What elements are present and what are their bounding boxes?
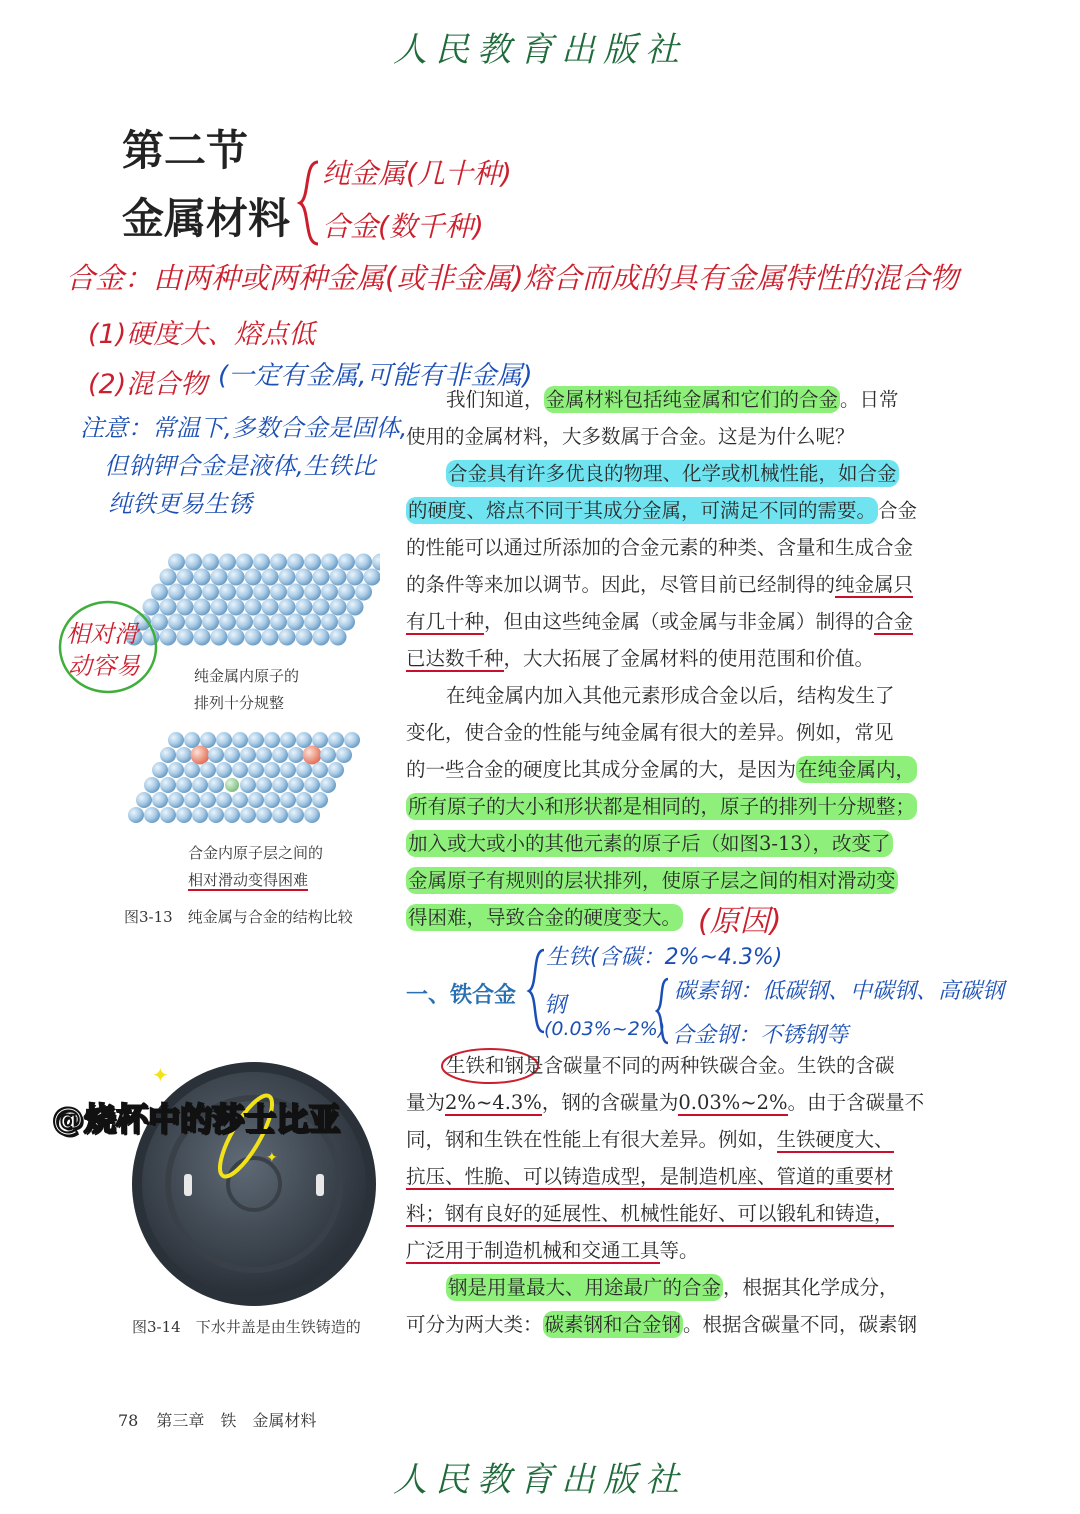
note-slide-easy-1: 相对滑 bbox=[66, 620, 138, 648]
note-alloy-steel: 合金钢：不锈钢等 bbox=[672, 1023, 849, 1048]
atom bbox=[177, 629, 194, 646]
atom bbox=[248, 762, 264, 778]
atom bbox=[312, 762, 328, 778]
atom bbox=[303, 746, 322, 765]
atom bbox=[240, 777, 256, 793]
paragraph-3-line-4: 所有原子的大小和形状都是相同的，原子的排列十分规整； bbox=[408, 795, 916, 818]
note-alloy-definition: 合金：由两种或两种金属(或非金属)熔合而成的具有金属特性的混合物 bbox=[66, 261, 959, 295]
atom bbox=[347, 599, 364, 616]
atom bbox=[248, 792, 264, 808]
atom bbox=[270, 614, 287, 631]
atom bbox=[262, 629, 279, 646]
alloy-lattice-image bbox=[122, 730, 362, 830]
note-slide-easy-2: 动容易 bbox=[68, 652, 140, 680]
alloy-caption-1: 合金内原子层之间的 bbox=[188, 844, 324, 862]
atom bbox=[262, 569, 279, 586]
atom bbox=[279, 599, 296, 616]
atom bbox=[240, 747, 256, 763]
atom bbox=[256, 777, 272, 793]
atom bbox=[313, 599, 330, 616]
atom bbox=[245, 629, 262, 646]
atom bbox=[253, 614, 270, 631]
atom bbox=[216, 792, 232, 808]
atom bbox=[328, 732, 344, 748]
atom bbox=[184, 792, 200, 808]
atom bbox=[280, 792, 296, 808]
alloy-caption-2: 相对滑动变得困难 bbox=[188, 871, 309, 889]
atom bbox=[192, 777, 208, 793]
atom bbox=[338, 614, 355, 631]
atom bbox=[344, 732, 360, 748]
red-brace-icon bbox=[296, 158, 324, 248]
note-carbon-steel: 碳素钢：低碳钢、中碳钢、高碳钢 bbox=[674, 979, 1005, 1004]
atom bbox=[194, 599, 211, 616]
atom bbox=[200, 792, 216, 808]
atom bbox=[160, 569, 177, 586]
atom bbox=[228, 629, 245, 646]
atom bbox=[202, 554, 219, 571]
atom bbox=[245, 599, 262, 616]
atom bbox=[176, 807, 192, 823]
note-caution-3: 纯铁更易生锈 bbox=[108, 490, 252, 518]
paragraph-5-line-2: 可分为两大类： 碳素钢和合金钢 。根据含碳量不同，碳素钢 bbox=[406, 1313, 918, 1336]
atom bbox=[321, 614, 338, 631]
atom bbox=[168, 584, 185, 601]
paragraph-1-line-1: 我们知道， 金属材料包括纯金属和它们的合金 。日常 bbox=[446, 388, 899, 411]
pure-metal-caption-1: 纯金属内原子的 bbox=[194, 667, 300, 685]
paragraph-4-line-6: 广泛用于制造机械和交通工具等。 bbox=[406, 1239, 699, 1262]
atom bbox=[136, 792, 152, 808]
atom bbox=[216, 732, 232, 748]
atom bbox=[219, 614, 236, 631]
atom bbox=[200, 732, 216, 748]
paragraph-3-line-6: 金属原子有规则的层状排列，使原子层之间的相对滑动变 bbox=[408, 869, 896, 892]
atom bbox=[262, 599, 279, 616]
atom bbox=[280, 762, 296, 778]
paragraph-2-line-5: 有几十种，但由这些纯金属（或金属与非金属）制得的合金 bbox=[406, 610, 914, 633]
atom bbox=[270, 554, 287, 571]
atom bbox=[177, 569, 194, 586]
watermark-text: @烧杯中的莎士比亚 bbox=[52, 1100, 341, 1138]
paragraph-5-line-1: 钢是用量最大、用途最广的合金 ，根据其化学成分， bbox=[448, 1276, 899, 1299]
chapter-title: 第三章 铁 金属材料 bbox=[156, 1411, 317, 1430]
atom bbox=[264, 792, 280, 808]
note-point-2: (2)混合物 bbox=[88, 369, 208, 400]
atom bbox=[288, 747, 304, 763]
atom bbox=[288, 777, 304, 793]
atom bbox=[321, 554, 338, 571]
paragraph-4-line-2: 量为2%~4.3%，钢的含碳量为0.03%~2%。由于含碳量不 bbox=[406, 1091, 925, 1114]
atom bbox=[224, 747, 240, 763]
atom bbox=[304, 614, 321, 631]
atom bbox=[287, 614, 304, 631]
atom bbox=[320, 777, 336, 793]
atom bbox=[280, 732, 296, 748]
atom bbox=[304, 554, 321, 571]
atom bbox=[191, 746, 210, 765]
atom bbox=[328, 762, 344, 778]
atom bbox=[313, 569, 330, 586]
atom bbox=[232, 792, 248, 808]
atom bbox=[211, 599, 228, 616]
paragraph-3-line-1: 在纯金属内加入其他元素形成合金以后，结构发生了 bbox=[446, 684, 895, 707]
atom bbox=[192, 807, 208, 823]
atom bbox=[296, 599, 313, 616]
paragraph-4-line-1: 生铁和钢是含碳量不同的两种铁碳合金。生铁的含碳 bbox=[446, 1054, 895, 1077]
atom bbox=[248, 732, 264, 748]
section-title: 金属材料 bbox=[122, 194, 291, 243]
atom bbox=[168, 614, 185, 631]
page-number: 78 bbox=[118, 1411, 139, 1430]
atom bbox=[330, 629, 347, 646]
paragraph-1-line-2: 使用的金属材料，大多数属于合金。这是为什么呢？ bbox=[406, 425, 855, 448]
atom bbox=[264, 762, 280, 778]
atom bbox=[304, 777, 320, 793]
atom bbox=[160, 807, 176, 823]
figure-3-13-caption: 图3-13 纯金属与合金的结构比较 bbox=[124, 908, 353, 926]
atom bbox=[219, 554, 236, 571]
atom bbox=[372, 554, 380, 571]
atom bbox=[185, 584, 202, 601]
atom bbox=[216, 762, 232, 778]
atom bbox=[272, 777, 288, 793]
atom bbox=[194, 569, 211, 586]
atom bbox=[225, 778, 239, 792]
atom bbox=[236, 554, 253, 571]
atom bbox=[211, 569, 228, 586]
atom bbox=[296, 792, 312, 808]
note-reason: (原因) bbox=[698, 904, 782, 939]
atom bbox=[330, 599, 347, 616]
atom bbox=[240, 807, 256, 823]
atom bbox=[330, 569, 347, 586]
note-steel: 钢 bbox=[544, 993, 567, 1018]
atom bbox=[228, 599, 245, 616]
atom bbox=[184, 732, 200, 748]
atom bbox=[338, 584, 355, 601]
atom bbox=[152, 792, 168, 808]
atom bbox=[185, 614, 202, 631]
page-footer bbox=[118, 1408, 316, 1431]
manhole-cover-image bbox=[126, 1052, 386, 1312]
atom bbox=[184, 762, 200, 778]
atom bbox=[160, 599, 177, 616]
atom bbox=[321, 584, 338, 601]
atom bbox=[144, 777, 160, 793]
atom bbox=[232, 732, 248, 748]
paragraph-2-line-6: 已达数千种，大大拓展了金属材料的使用范围和价值。 bbox=[406, 647, 875, 670]
paragraph-4-line-5: 料；钢有良好的延展性、机械性能好、可以锻轧和铸造， bbox=[406, 1202, 894, 1225]
atom bbox=[256, 747, 272, 763]
atom bbox=[279, 569, 296, 586]
atom bbox=[236, 584, 253, 601]
note-pure-metal: 纯金属(几十种) bbox=[322, 157, 512, 190]
atom bbox=[253, 554, 270, 571]
svg-text:✦: ✦ bbox=[152, 1063, 169, 1087]
atom bbox=[168, 732, 184, 748]
atom bbox=[355, 584, 372, 601]
atom bbox=[245, 569, 262, 586]
atom bbox=[200, 762, 216, 778]
atom bbox=[211, 629, 228, 646]
atom bbox=[296, 762, 312, 778]
atom bbox=[338, 554, 355, 571]
atom bbox=[236, 614, 253, 631]
atom bbox=[152, 762, 168, 778]
atom bbox=[177, 599, 194, 616]
atom bbox=[270, 584, 287, 601]
atom bbox=[313, 629, 330, 646]
paragraph-3-line-5: 加入或大或小的其他元素的原子后（如图3-13），改变了 bbox=[408, 832, 891, 855]
paragraph-2-line-2: 的硬度、熔点不同于其成分金属，可满足不同的需要。 合金 bbox=[408, 499, 918, 522]
atom bbox=[288, 807, 304, 823]
atom bbox=[264, 732, 280, 748]
atom bbox=[208, 747, 224, 763]
atom bbox=[144, 807, 160, 823]
atom bbox=[256, 807, 272, 823]
atom bbox=[272, 807, 288, 823]
atom bbox=[304, 584, 321, 601]
atom bbox=[312, 792, 328, 808]
atom bbox=[287, 554, 304, 571]
atom bbox=[364, 569, 381, 586]
atom bbox=[228, 569, 245, 586]
note-point-2-detail: (一定有金属,可能有非金属) bbox=[218, 361, 533, 391]
atom bbox=[160, 747, 176, 763]
paragraph-2-line-4: 的条件等来加以调节。因此，尽管目前已经制得的纯金属只 bbox=[406, 573, 914, 596]
figure-3-14-caption: 图3-14 下水井盖是由生铁铸造的 bbox=[132, 1318, 361, 1336]
paragraph-4-line-3: 同，钢和生铁在性能上有很大差异。例如，生铁硬度大、 bbox=[406, 1128, 894, 1151]
pure-metal-caption-2: 排列十分规整 bbox=[194, 694, 285, 712]
section-number: 第二节 bbox=[122, 126, 249, 175]
atom bbox=[176, 777, 192, 793]
atom bbox=[208, 807, 224, 823]
note-pig-iron: 生铁(含碳：2%~4.3%) bbox=[546, 945, 783, 970]
paragraph-4-line-4: 抗压、性脆、可以铸造成型，是制造机座、管道的重要材 bbox=[406, 1165, 894, 1188]
note-point-1: (1)硬度大、熔点低 bbox=[88, 319, 316, 350]
atom bbox=[128, 807, 144, 823]
atom bbox=[168, 792, 184, 808]
atom bbox=[253, 584, 270, 601]
publisher-header: 人民教育出版社 bbox=[393, 30, 687, 70]
atom bbox=[296, 732, 312, 748]
atom bbox=[194, 629, 211, 646]
atom bbox=[336, 747, 352, 763]
svg-text:✦: ✦ bbox=[266, 1150, 278, 1166]
paragraph-3-line-7: 得困难，导致合金的硬度变大。 bbox=[408, 906, 682, 929]
atom bbox=[219, 584, 236, 601]
atom bbox=[279, 629, 296, 646]
atom bbox=[304, 807, 320, 823]
atom bbox=[296, 629, 313, 646]
atom bbox=[224, 807, 240, 823]
atom bbox=[347, 569, 364, 586]
paragraph-3-line-3: 的一些合金的硬度比其成分金属的大，是因为 在纯金属内， bbox=[406, 758, 916, 781]
note-caution-2: 但钠钾合金是液体,生铁比 bbox=[104, 452, 376, 480]
atom bbox=[296, 569, 313, 586]
paragraph-2-line-1: 合金具有许多优良的物理、化学或机械性能，如合金 bbox=[448, 462, 897, 485]
note-caution-1: 注意：常温下,多数合金是固体, bbox=[80, 414, 408, 442]
atom bbox=[355, 554, 372, 571]
publisher-footer: 人民教育出版社 bbox=[393, 1460, 687, 1500]
atom bbox=[185, 554, 202, 571]
atom bbox=[168, 554, 185, 571]
paragraph-2-line-3: 的性能可以通过所添加的合金元素的种类、含量和生成合金 bbox=[406, 536, 914, 559]
atom bbox=[287, 584, 304, 601]
atom bbox=[160, 777, 176, 793]
atom bbox=[320, 747, 336, 763]
atom bbox=[202, 614, 219, 631]
blue-brace-small-icon bbox=[654, 976, 672, 1046]
atom bbox=[312, 732, 328, 748]
note-steel-range: (0.03%~2%) bbox=[544, 1018, 666, 1040]
paragraph-3-line-2: 变化，使合金的性能与纯金属有很大的差异。例如，常见 bbox=[406, 721, 894, 744]
atom bbox=[176, 747, 192, 763]
atom bbox=[168, 762, 184, 778]
atom bbox=[208, 777, 224, 793]
note-alloy-count: 合金(数千种) bbox=[322, 210, 484, 243]
atom bbox=[272, 747, 288, 763]
atom bbox=[202, 584, 219, 601]
atom bbox=[160, 629, 177, 646]
iron-alloy-heading: 一、铁合金 bbox=[406, 983, 517, 1008]
atom bbox=[232, 762, 248, 778]
